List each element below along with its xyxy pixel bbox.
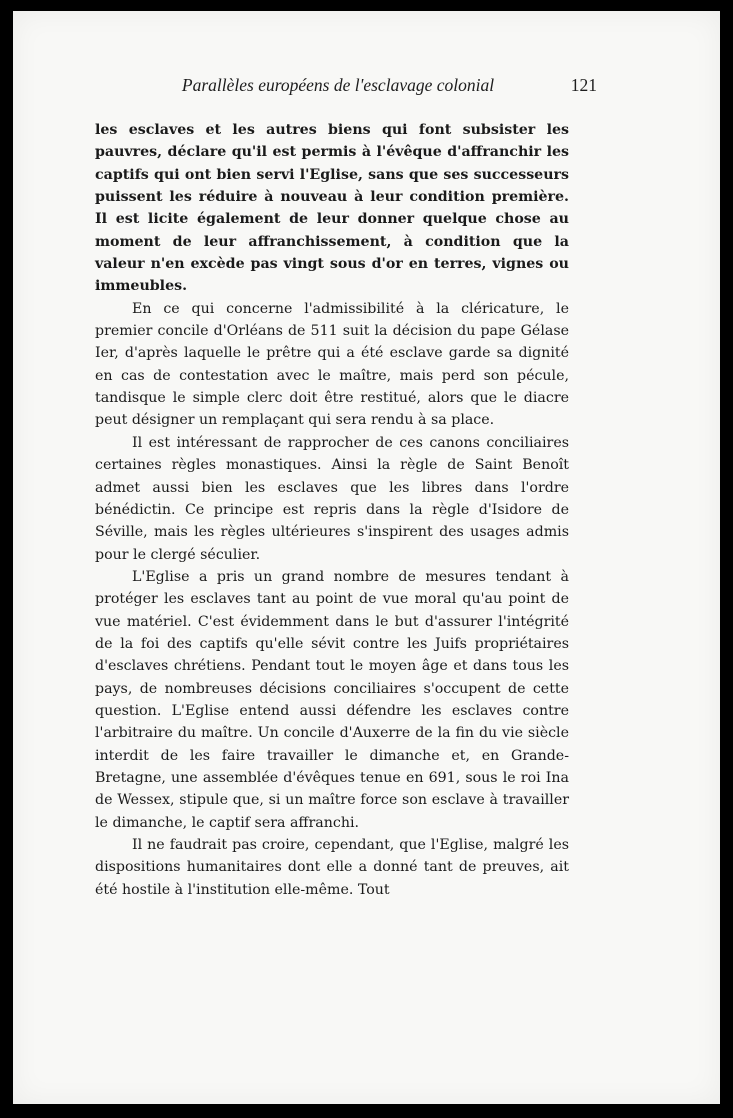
book-page [13, 11, 720, 1104]
body-text [95, 119, 569, 901]
paragraph: Il ne faudrait pas croire, cependant, que l'Eglise, malgré les dispositions humanitaires dont elle a donné tant de preuves, ait été hostile à l'institution elle-même. Tout [95, 837, 569, 898]
page-number: 121 [570, 75, 597, 95]
paragraph: les esclaves et les autres biens qui font subsister les pauvres, déclare qu'il est permis à l'évêque d'affranchir les captifs qui ont bien servi l'Eglise, sans que ses successeurs puissent les réduire à nouveau à leur condition première. Il est licite également de leur donner quelque chose au moment de leur affranchissement, à condition que la valeur n'en excède pas vingt sous d'or en terres, vignes ou immeubles. [95, 122, 569, 295]
page-header [93, 71, 597, 99]
paragraph: Il est intéressant de rapprocher de ces canons conciliaires certaines règles monastiques. Ainsi la règle de Saint Benoît admet aussi bien les esclaves que les libres dans l'ordre bénédictin. Ce principe est repris dans la règle d'Isidore de Séville, mais les règles ultérieures s'inspirent des usages admis pour le clergé séculier. [95, 434, 569, 563]
paragraph: L'Eglise a pris un grand nombre de mesures tendant à protéger les esclaves tant au point de vue moral qu'au point de vue matériel. C'est évidemment dans le but d'assurer l'intégrité de la foi des captifs qu'elle sévit contre les Juifs propriétaires d'esclaves chrétiens. Pendant tout le moyen âge et dans tous les pays, de nombreuses décisions conciliaires s'occupent de cette question. L'Eglise entend aussi défendre les esclaves contre l'arbitraire du maître. Un concile d'Auxerre de la fin du vie siècle interdit de les faire travailler le dimanche et, en Grande-Bretagne, une assemblée d'évêques tenue en 691, sous le roi Ina de Wessex, stipule que, si un maître force son esclave à travailler le dimanche, le captif sera affranchi. [95, 568, 569, 831]
paragraph: En ce qui concerne l'admissibilité à la cléricature, le premier concile d'Orléans de 511 suit la décision du pape Gélase Ier, d'après laquelle le prêtre qui a été esclave garde sa dignité en cas de contestation avec le maître, mais perd son pécule, tandisque le simple clerc doit être restitué, alors que le diacre peut désigner un remplaçant qui sera rendu à sa place. [95, 300, 569, 429]
running-title: Parallèles européens de l'esclavage colonial [181, 75, 495, 95]
